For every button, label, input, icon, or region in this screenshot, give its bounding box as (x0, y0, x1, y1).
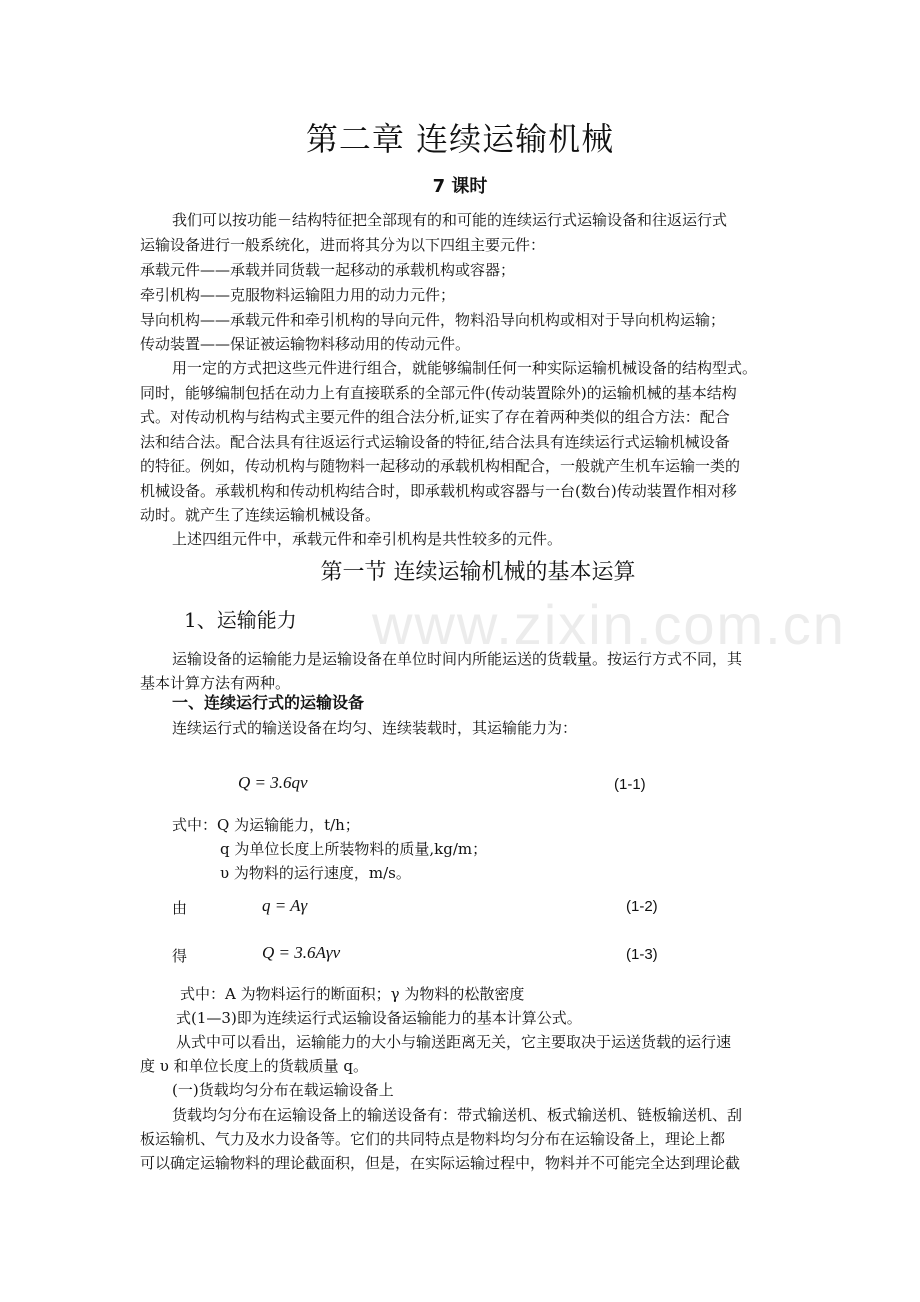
equation-2: q = Aγ (262, 896, 308, 915)
equation-3-number: (1-3) (626, 946, 658, 963)
where-line: q 为单位长度上所装物料的质量,kg/m； (220, 840, 488, 858)
intro-line: 同时，能够编制包括在动力上有直接联系的全部元件(传动装置除外)的运输机械的基本结构 (140, 384, 737, 402)
after-line: 式(1—3)即为连续运行式运输设备运输能力的基本计算公式。 (176, 1009, 582, 1027)
equation-2-number: (1-2) (626, 898, 658, 915)
intro-line: 传动装置——保证被运输物料移动用的传动元件。 (140, 335, 471, 353)
where-line: 式中：Q 为运输能力，t/h； (172, 816, 360, 834)
after-line: 式中：A 为物料运行的断面积；γ 为物料的松散密度 (180, 985, 525, 1003)
intro-line: 上述四组元件中，承载元件和牵引机构是共性较多的元件。 (172, 530, 563, 548)
after-line: (一)货载均匀分布在载运输设备上 (172, 1081, 394, 1099)
equation-1-number: (1-1) (614, 776, 646, 793)
after-line: 可以确定运输物料的理论截面积，但是，在实际运输过程中，物料并不可能完全达到理论截 (140, 1154, 741, 1172)
chapter-subtitle: 7 课时 (432, 176, 488, 197)
watermark: www.zixin.com.cn (372, 593, 846, 656)
intro-line: 法和结合法。配合法具有往返运行式运输设备的特征,结合法具有连续运行式运输机械设备 (140, 433, 730, 451)
capacity-line: 运输设备的运输能力是运输设备在单位时间内所能运送的货载量。按运行方式不同，其 (172, 650, 743, 668)
intro-line: 我们可以按功能－结构特征把全部现有的和可能的连续运行式运输设备和往返运行式 (172, 211, 728, 229)
subsection-heading: 1、运输能力 (184, 608, 297, 632)
intro-line: 承载元件——承载并同货载一起移动的承载机构或容器； (140, 261, 516, 279)
intro-line: 运输设备进行一般系统化，进而将其分为以下四组主要元件： (140, 236, 546, 254)
equation-2-label: 由 (172, 899, 188, 917)
equation-3: Q = 3.6Aγv (262, 943, 341, 962)
capacity-line: 基本计算方法有两种。 (140, 674, 291, 692)
intro-line: 导向机构——承载元件和牵引机构的导向元件，物料沿导向机构或相对于导向机构运输； (140, 311, 726, 329)
continuous-line: 连续运行式的输送设备在均匀、连续装载时，其运输能力为： (172, 719, 578, 737)
section-title: 第一节 连续运输机械的基本运算 (320, 560, 636, 585)
chapter-title: 第二章 连续运输机械 (305, 120, 615, 158)
intro-line: 牵引机构——克服物料运输阻力用的动力元件； (140, 286, 456, 304)
equation-1: Q = 3.6qv (238, 773, 308, 792)
bold-heading: 一、连续运行式的运输设备 (172, 693, 365, 712)
intro-line: 机械设备。承载机构和传动机构结合时，即承载机构或容器与一台(数台)传动装置作相对移 (140, 482, 737, 500)
after-line: 从式中可以看出，运输能力的大小与输送距离无关，它主要取决于运送货载的运行速 (176, 1033, 732, 1051)
where-line: υ 为物料的运行速度，m/s。 (220, 864, 411, 882)
equation-3-label: 得 (172, 947, 188, 965)
after-line: 板运输机、气力及水力设备等。它们的共同特点是物料均匀分布在运输设备上，理论上都 (140, 1130, 726, 1148)
intro-line: 动时。就产生了连续运输机械设备。 (140, 506, 381, 524)
after-line: 货载均匀分布在运输设备上的输送设备有：带式输送机、板式输送机、链板输送机、刮 (172, 1106, 743, 1124)
intro-line: 的特征。例如，传动机构与随物料一起移动的承载机构相配合，一般就产生机车运输一类的 (140, 457, 741, 475)
intro-line: 式。对传动机构与结构式主要元件的组合法分析,证实了存在着两种类似的组合方法：配合 (140, 408, 730, 426)
intro-line: 用一定的方式把这些元件进行组合，就能够编制任何一种实际运输机械设备的结构型式。 (172, 359, 758, 377)
after-line: 度 υ 和单位长度上的货载质量 q。 (140, 1057, 369, 1075)
